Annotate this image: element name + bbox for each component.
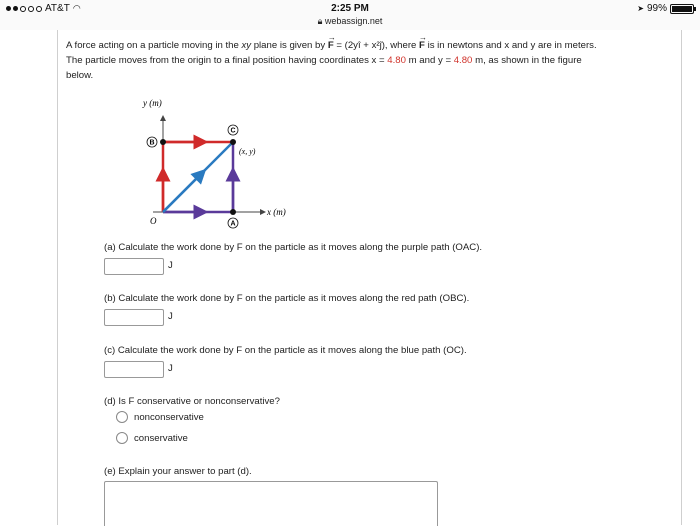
question-d: (d) Is F conservative or nonconservative? bbox=[104, 396, 280, 407]
point-c-label: C bbox=[230, 127, 236, 135]
y-axis-label: y (m) bbox=[143, 98, 162, 108]
point-c-dot bbox=[230, 139, 236, 145]
radio-nonconservative[interactable] bbox=[116, 411, 128, 423]
point-b-dot bbox=[160, 139, 166, 145]
answer-a-input[interactable] bbox=[104, 258, 164, 275]
carrier-name: AT&T bbox=[45, 3, 70, 14]
question-b: (b) Calculate the work done by F on the particle as it moves along the red path (OBC). bbox=[104, 293, 470, 304]
y-value: 4.80 bbox=[453, 55, 473, 66]
problem-statement: A force acting on a particle moving in the xy plane is given by → F = (2yî + x²ĵ), where → F is in newtons and x and y are in meters. The particle moves from the origin to a final position having coordinates x = 4.80 m and y = 4.80 m, as shown in the figure below. bbox=[66, 38, 678, 83]
x-value: 4.80 bbox=[387, 55, 406, 66]
option-nonconservative[interactable]: nonconservative bbox=[116, 411, 204, 423]
question-c: (c) Calculate the work done by F on the particle as it moves along the blue path (OC). bbox=[104, 345, 467, 356]
status-bar bbox=[0, 0, 700, 30]
question-a: (a) Calculate the work done by F on the particle as it moves along the purple path (OAC). bbox=[104, 242, 483, 253]
point-xy-label: (x, y) bbox=[239, 147, 256, 156]
origin-label: O bbox=[150, 216, 157, 226]
answer-c-input[interactable] bbox=[104, 361, 164, 378]
point-a-label: A bbox=[230, 220, 236, 228]
status-time: 2:25 PM bbox=[331, 3, 369, 14]
radio-conservative[interactable] bbox=[116, 432, 128, 444]
point-b-label: B bbox=[149, 139, 155, 147]
location-icon: ➤ bbox=[637, 4, 644, 13]
battery-status bbox=[637, 3, 694, 14]
answer-b-input[interactable] bbox=[104, 309, 164, 326]
force-vector: → F bbox=[328, 38, 334, 53]
option-conservative[interactable]: conservative bbox=[116, 432, 188, 444]
answer-a-unit: J bbox=[168, 260, 173, 271]
question-e: (e) Explain your answer to part (d). bbox=[104, 466, 252, 477]
battery-icon bbox=[670, 4, 694, 14]
wifi-icon: ◠ bbox=[72, 3, 81, 13]
battery-percent: 99% bbox=[646, 3, 667, 14]
answer-b-unit: J bbox=[168, 311, 173, 322]
path-figure bbox=[135, 90, 300, 230]
url-bar[interactable] bbox=[0, 16, 700, 27]
lock-icon: 🔒︎ bbox=[317, 16, 323, 26]
answer-c-unit: J bbox=[168, 363, 173, 374]
point-a-dot bbox=[230, 209, 236, 215]
x-axis-label: x (m) bbox=[267, 207, 286, 217]
url-text: webassign.net bbox=[324, 16, 383, 26]
answer-e-textarea[interactable] bbox=[104, 481, 438, 526]
